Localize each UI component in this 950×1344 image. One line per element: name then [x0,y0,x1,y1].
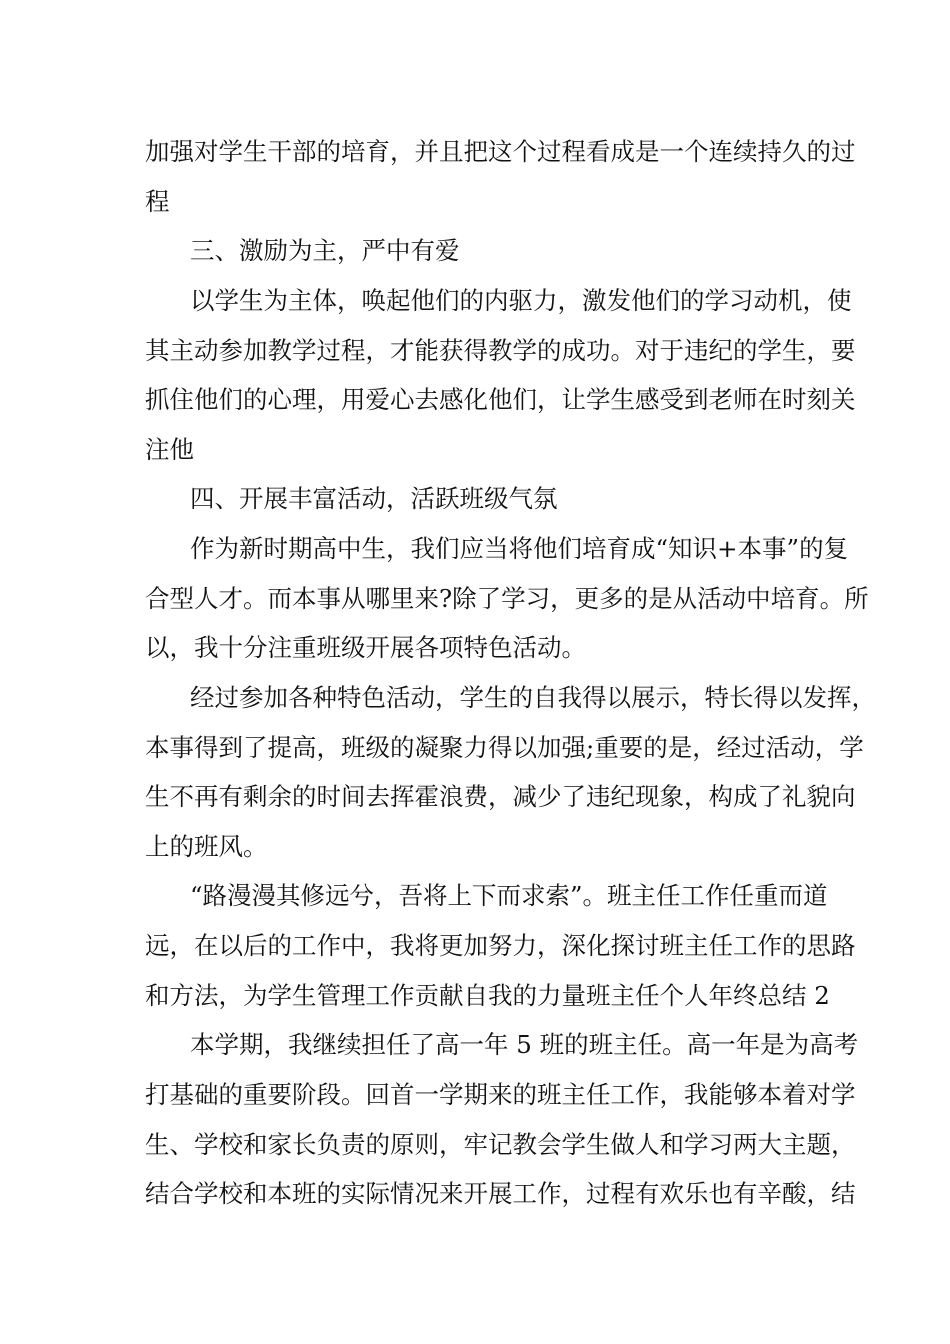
text-line: 和方法，为学生管理工作贡献自我的力量班主任个人年终总结 2 [145,981,830,1010]
text-line: 程 [145,187,170,216]
section-heading: 三、激励为主，严中有爱 [190,236,460,265]
text-line: 其主动参加教学过程，才能获得教学的成功。对于违纪的学生，要 [145,336,856,365]
text-line: 以，我十分注重班级开展各项特色活动。 [145,633,586,662]
text-line: 注他 [145,435,194,464]
text-line: 生、学校和家长负责的原则，牢记教会学生做人和学习两大主题， [145,1130,856,1159]
text-line: 生不再有剩余的时间去挥霍浪费，减少了违纪现象，构成了礼貌向 [145,782,856,811]
text-line: 上的班风。 [145,832,268,861]
text-line: 合型人才。而本事从哪里来?除了学习，更多的是从活动中培育。所 [145,584,869,613]
text-line: 作为新时期高中生，我们应当将他们培育成“知识+本事”的复 [190,534,849,563]
text-line: 加强对学生干部的培育，并且把这个过程看成是一个连续持久的过 [145,137,856,166]
text-line: 本学期，我继续担任了高一年 5 班的班主任。高一年是为高考 [190,1030,859,1059]
text-line: 抓住他们的心理，用爱心去感化他们，让学生感受到老师在时刻关 [145,385,856,414]
text-line: 以学生为主体，唤起他们的内驱力，激发他们的学习动机，使 [190,286,852,315]
text-line: 本事得到了提高，班级的凝聚力得以加强;重要的是，经过活动，学 [145,733,864,762]
text-line: 经过参加各种特色活动，学生的自我得以展示，特长得以发挥， [190,683,876,712]
text-line: 结合学校和本班的实际情况来开展工作，过程有欢乐也有辛酸，结 [145,1179,856,1208]
text-line: 打基础的重要阶段。回首一学期来的班主任工作，我能够本着对学 [145,1080,856,1109]
text-line: “路漫漫其修远兮，吾将上下而求索”。班主任工作任重而道 [190,881,828,910]
text-line: 远，在以后的工作中，我将更加努力，深化探讨班主任工作的思路 [145,931,856,960]
section-heading: 四、开展丰富活动，活跃班级气氛 [190,484,558,513]
